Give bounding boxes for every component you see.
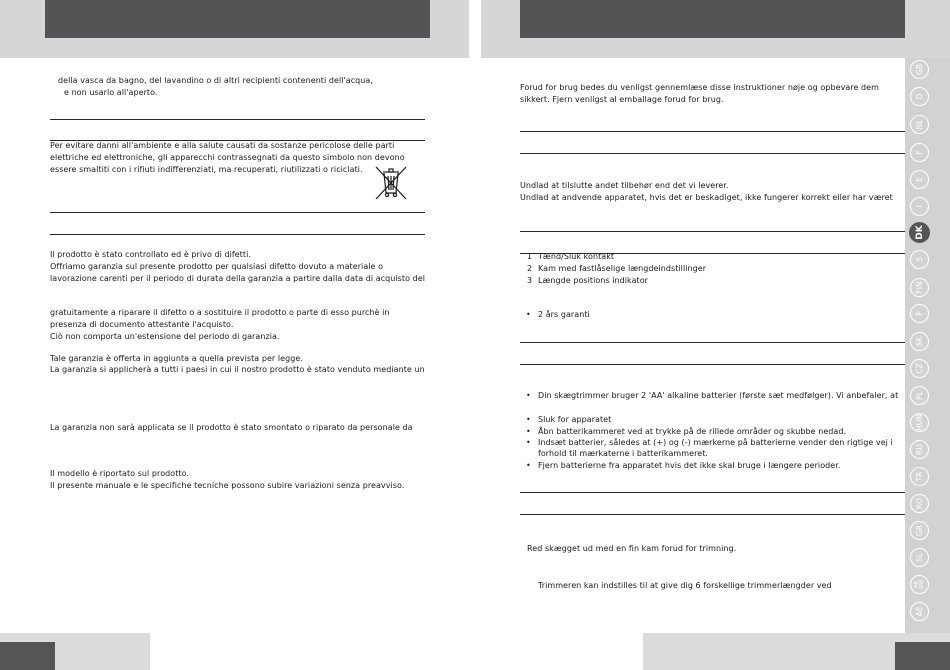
- battery-step: Åbn batterikammeret ved at trykke på de rillede områder og skubbe nedad.: [538, 427, 847, 436]
- trim-instruction: Trimmeren kan indstilles til at give dig 6 forskellige trimmerlængder ved: [538, 581, 832, 590]
- divider: [520, 492, 905, 493]
- feature-number: 3: [527, 276, 533, 285]
- divider: [520, 153, 905, 154]
- warranty-line: Offriamo garanzia sul presente prodotto per qualsiasi difetto dovuto a materiale o: [50, 262, 384, 271]
- divider: [50, 119, 425, 120]
- battery-step-continued: forhold til mærkaterne i batterikammeret.: [538, 449, 708, 458]
- bullet: •: [526, 310, 531, 319]
- feature-number: 2: [527, 264, 533, 273]
- language-tab-pl[interactable]: PL: [910, 386, 929, 405]
- left-intro-line-2: e non usarlo all'aperto.: [64, 88, 158, 97]
- battery-step: Sluk for apparatet: [538, 415, 612, 424]
- language-tab-hun[interactable]: HUN: [910, 413, 929, 432]
- guarantee-text: 2 års garanti: [538, 310, 590, 319]
- bullet: •: [526, 391, 531, 400]
- left-intro-line-1: della vasca da bagno, del lavandino o di altri recipienti contenenti dell'acqua,: [58, 76, 373, 85]
- header-bar-right: [520, 0, 905, 38]
- disposal-line-2: elettriche ed elettroniche, gli apparecchi contrassegnati da questo simbolo non devono: [50, 153, 405, 162]
- disposal-line-3: essere smaltiti con i rifiuti indifferenziati, ma recuperati, riutilizzati o riciclati.: [50, 165, 363, 174]
- language-tab-sk[interactable]: SK: [910, 332, 929, 351]
- divider: [50, 212, 425, 213]
- feature-label: Tænd/Sluk kontakt: [538, 252, 615, 261]
- disposal-line-1: Per evitare danni all'ambiente e alla salute causati da sostanze pericolose delle parti: [50, 141, 395, 150]
- language-tab-ae[interactable]: AE: [910, 602, 929, 621]
- warranty-line: La garanzia si applicherà a tutti i paesi in cui il nostro prodotto è stato venduto mediante un: [50, 365, 425, 374]
- divider: [520, 364, 905, 365]
- battery-intro: Din skægtrimmer bruger 2 'AA' alkaline batterier (første sæt medfølger). Vi anbefaler, at: [538, 391, 899, 400]
- footer-page-tab-right: [895, 642, 950, 670]
- divider: [50, 234, 425, 235]
- warranty-line: lavorazione carenti per il periodo di durata della garanzia a partire dalla data di acquisto del: [50, 274, 425, 283]
- divider: [520, 131, 905, 132]
- language-tab-d[interactable]: D: [910, 87, 929, 106]
- warranty-line: Il prodotto è stato controllato ed è privo di difetti.: [50, 250, 251, 259]
- warranty-line: Tale garanzia è offerta in aggiunta a quella prevista per legge.: [50, 354, 303, 363]
- footer-page-tab-left: [0, 642, 55, 670]
- bullet: •: [526, 461, 531, 470]
- divider: [520, 342, 905, 343]
- battery-step: Fjern batterierne fra apparatet hvis det ikke skal bruge i længere perioder.: [538, 461, 841, 470]
- feature-label: Længde positions indikator: [538, 276, 649, 285]
- language-tab-dk[interactable]: DK: [909, 222, 930, 243]
- comb-instruction: Red skægget ud med en fin kam forud for trimning.: [527, 544, 737, 553]
- feature-number: 1: [527, 252, 533, 261]
- warranty-line: presenza di documento attestante l'acquisto.: [50, 320, 234, 329]
- language-tab-sl[interactable]: SL: [910, 548, 929, 567]
- language-tab-fin[interactable]: FIN: [910, 278, 929, 297]
- language-tab-ru[interactable]: RU: [910, 440, 929, 459]
- language-tab-e[interactable]: E: [910, 170, 929, 189]
- weee-crossed-bin-icon: [373, 163, 409, 201]
- header-bar-left: [45, 0, 430, 38]
- language-tab-f[interactable]: F: [910, 143, 929, 162]
- language-tab-p[interactable]: P: [910, 304, 929, 323]
- feature-label: Kam med fastlåselige længdeindstillinger: [538, 264, 707, 273]
- caution-line-1: Undlad at tilslutte andet tilbehør end det vi leverer.: [520, 181, 729, 190]
- caution-line-2: Undlad at andvende apparatet, hvis det er beskadiget, ikke fungerer korrekt eller har været: [520, 193, 893, 202]
- right-intro-line-1: Forud for brug bedes du venligst gennemlæse disse instruktioner nøje og opbevare dem: [520, 83, 879, 92]
- right-intro-line-2: sikkert. Fjern venligst al emballage forud for brug.: [520, 95, 724, 104]
- divider: [520, 514, 905, 515]
- language-tab-s[interactable]: S: [910, 250, 929, 269]
- warranty-line: gratuitamente a riparare il difetto o a sostituire il prodotto o parte di esso purchè in: [50, 308, 390, 317]
- model-line-1: Il modello è riportato sul prodotto.: [50, 469, 189, 478]
- language-tab-nl[interactable]: NL: [910, 115, 929, 134]
- language-tab-i[interactable]: I: [910, 197, 929, 216]
- bullet: •: [526, 415, 531, 424]
- language-tab-ro[interactable]: RO: [910, 494, 929, 513]
- bullet: •: [526, 438, 531, 447]
- divider: [520, 231, 905, 232]
- language-tab-cz[interactable]: CZ: [910, 359, 929, 378]
- language-tab-hr-srb[interactable]: HR SRB: [910, 575, 929, 594]
- warranty-line: La garanzia non sarà applicata se il prodotto è stato smontato o riparato da personale da: [50, 423, 413, 432]
- warranty-line: Ciò non comporta un'estensione del periodo di garanzia.: [50, 332, 280, 341]
- language-tab-gr[interactable]: GR: [910, 521, 929, 540]
- language-tab-gb[interactable]: GB: [910, 60, 929, 79]
- battery-step: Indsæt batterier, således at (+) og (-) mærkerne på batterierne vender den rigtige vej i: [538, 438, 893, 447]
- bullet: •: [526, 427, 531, 436]
- language-tab-tr[interactable]: TR: [910, 467, 929, 486]
- model-line-2: Il presente manuale e le specifiche tecniche possono subire variazioni senza preavviso.: [50, 481, 405, 490]
